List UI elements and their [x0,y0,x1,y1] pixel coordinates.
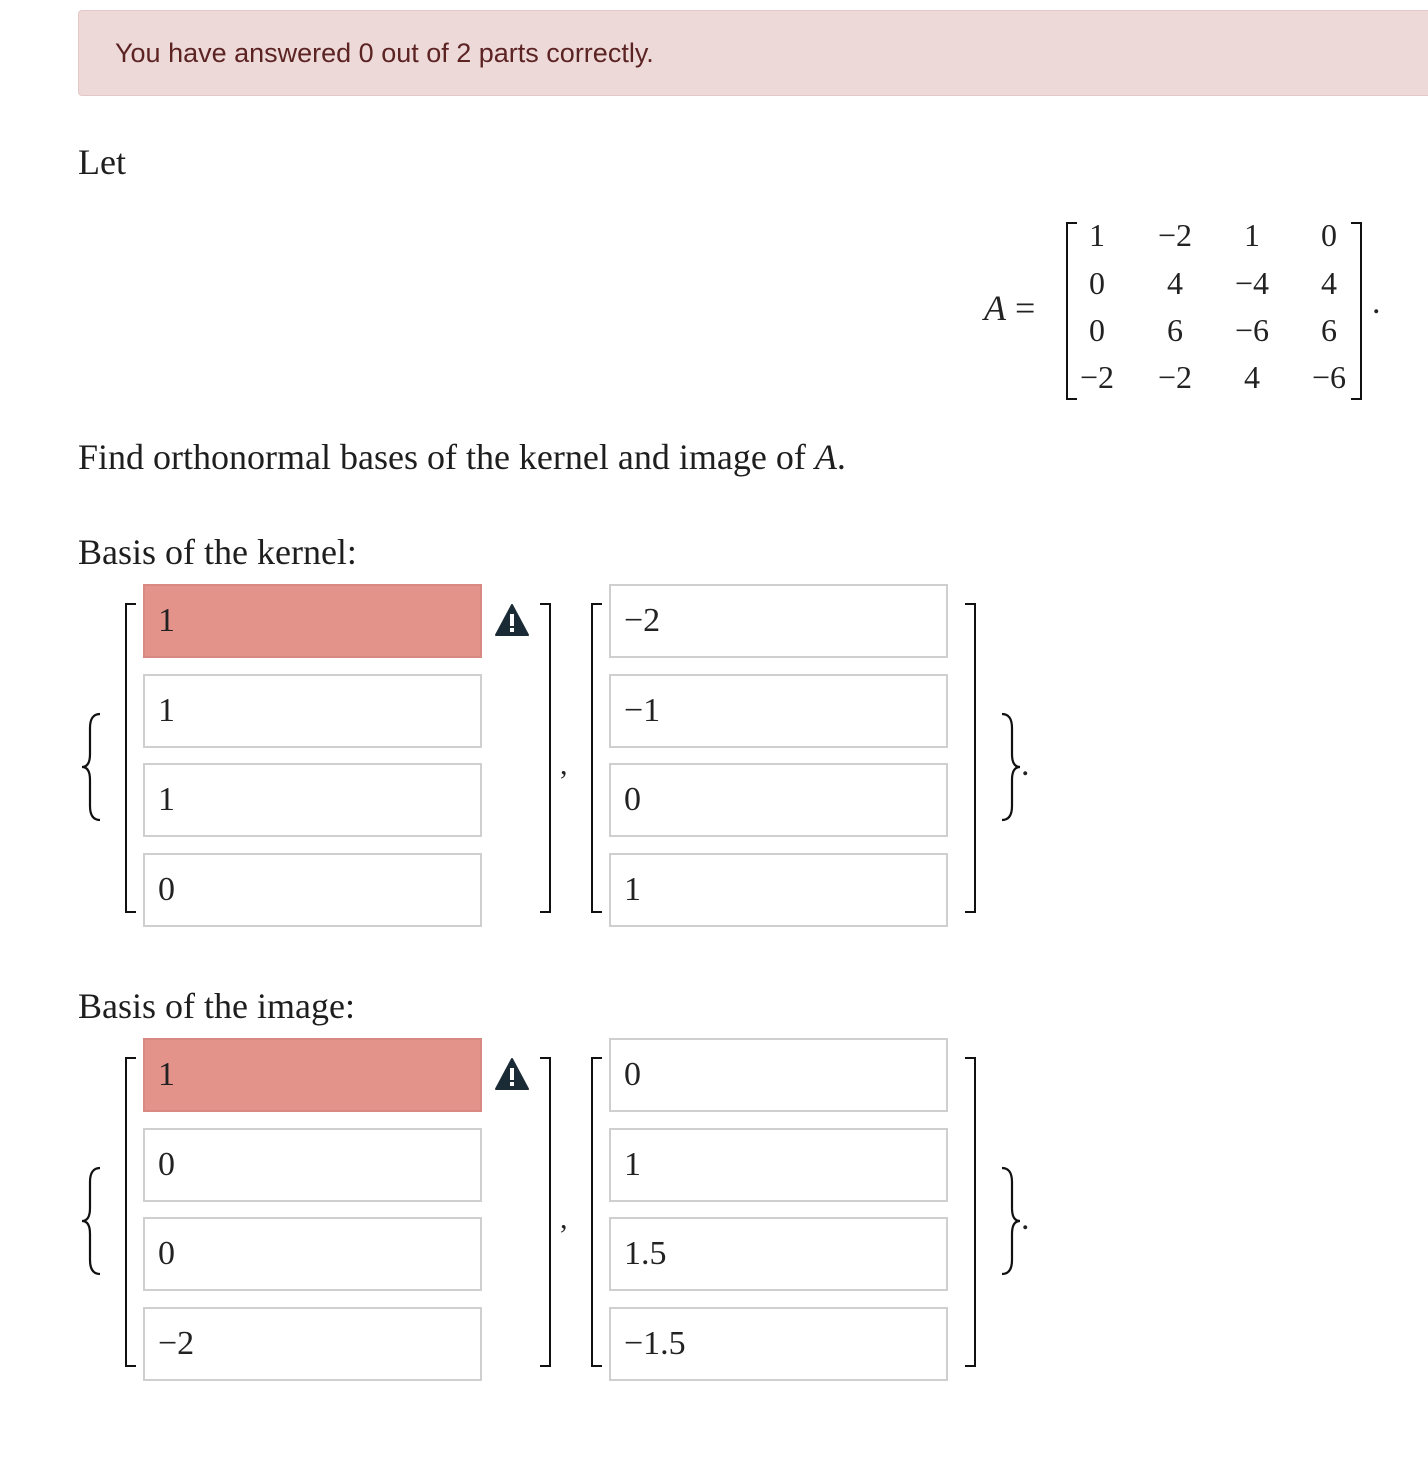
kernel-v1-entry-3[interactable] [143,763,482,837]
matrix-cell: 4 [1244,359,1260,395]
question-var: A [814,437,837,477]
matrix-cell: 1 [1244,217,1260,253]
feedback-message: You have answered 0 out of 2 parts correctly. [115,38,654,68]
image-separator: , [560,1202,568,1235]
kernel-v1-left-bracket [125,603,136,913]
question-body: Find orthonormal bases of the kernel and image of [78,437,806,477]
matrix-cell: −2 [1157,359,1193,395]
image-v1-entry-2[interactable] [143,1128,482,1202]
matrix-cell: 6 [1167,312,1183,348]
image-v1-entry-1[interactable] [143,1038,482,1112]
image-v1-left-bracket [125,1057,136,1367]
image-end-punct: . [1021,1200,1030,1237]
image-v1-right-bracket [540,1057,551,1367]
matrix-cell: 0 [1089,265,1105,301]
image-v2-entry-1[interactable] [609,1038,948,1112]
kernel-v2-entry-4[interactable] [609,853,948,927]
matrix-cell: 1 [1089,217,1105,253]
kernel-v1-right-bracket [540,603,551,913]
matrix-cell: −6 [1311,359,1347,395]
kernel-v2-entry-1[interactable] [609,584,948,658]
image-v2-entry-2[interactable] [609,1128,948,1202]
image-v2-entry-3[interactable] [609,1217,948,1291]
matrix-cell: 4 [1167,265,1183,301]
matrix-cell: 4 [1321,265,1337,301]
kernel-v2-entry-2[interactable] [609,674,948,748]
matrix-cell: −6 [1234,312,1270,348]
warning-triangle-icon[interactable] [495,1058,529,1090]
kernel-left-brace [80,712,108,822]
kernel-v2-right-bracket [965,603,976,913]
kernel-v2-left-bracket [591,603,602,913]
image-v2-entry-4[interactable] [609,1307,948,1381]
image-left-brace [80,1166,108,1276]
image-v1-entry-3[interactable] [143,1217,482,1291]
image-v1-entry-4[interactable] [143,1307,482,1381]
matrix-label: A = [984,288,1036,328]
warning-triangle-icon[interactable] [495,604,529,636]
kernel-end-punct: . [1021,746,1030,783]
question-text [78,436,846,478]
kernel-v1-entry-2[interactable] [143,674,482,748]
kernel-v2-entry-3[interactable] [609,763,948,837]
feedback-banner [78,10,1428,96]
kernel-separator: , [560,748,568,781]
image-v2-right-bracket [965,1057,976,1367]
matrix-cell: −4 [1234,265,1270,301]
matrix-cell: 0 [1321,217,1337,253]
kernel-v1-entry-1[interactable] [143,584,482,658]
image-label: Basis of the image: [78,986,355,1026]
matrix-end-punct: . [1372,284,1381,321]
matrix-cell: −2 [1157,217,1193,253]
kernel-label: Basis of the kernel: [78,532,357,572]
question-end: . [836,437,846,477]
matrix-cell: −2 [1079,359,1115,395]
kernel-v1-entry-4[interactable] [143,853,482,927]
intro-text: Let [78,142,126,182]
matrix-cell: 6 [1321,312,1337,348]
image-v2-left-bracket [591,1057,602,1367]
matrix-cell: 0 [1089,312,1105,348]
